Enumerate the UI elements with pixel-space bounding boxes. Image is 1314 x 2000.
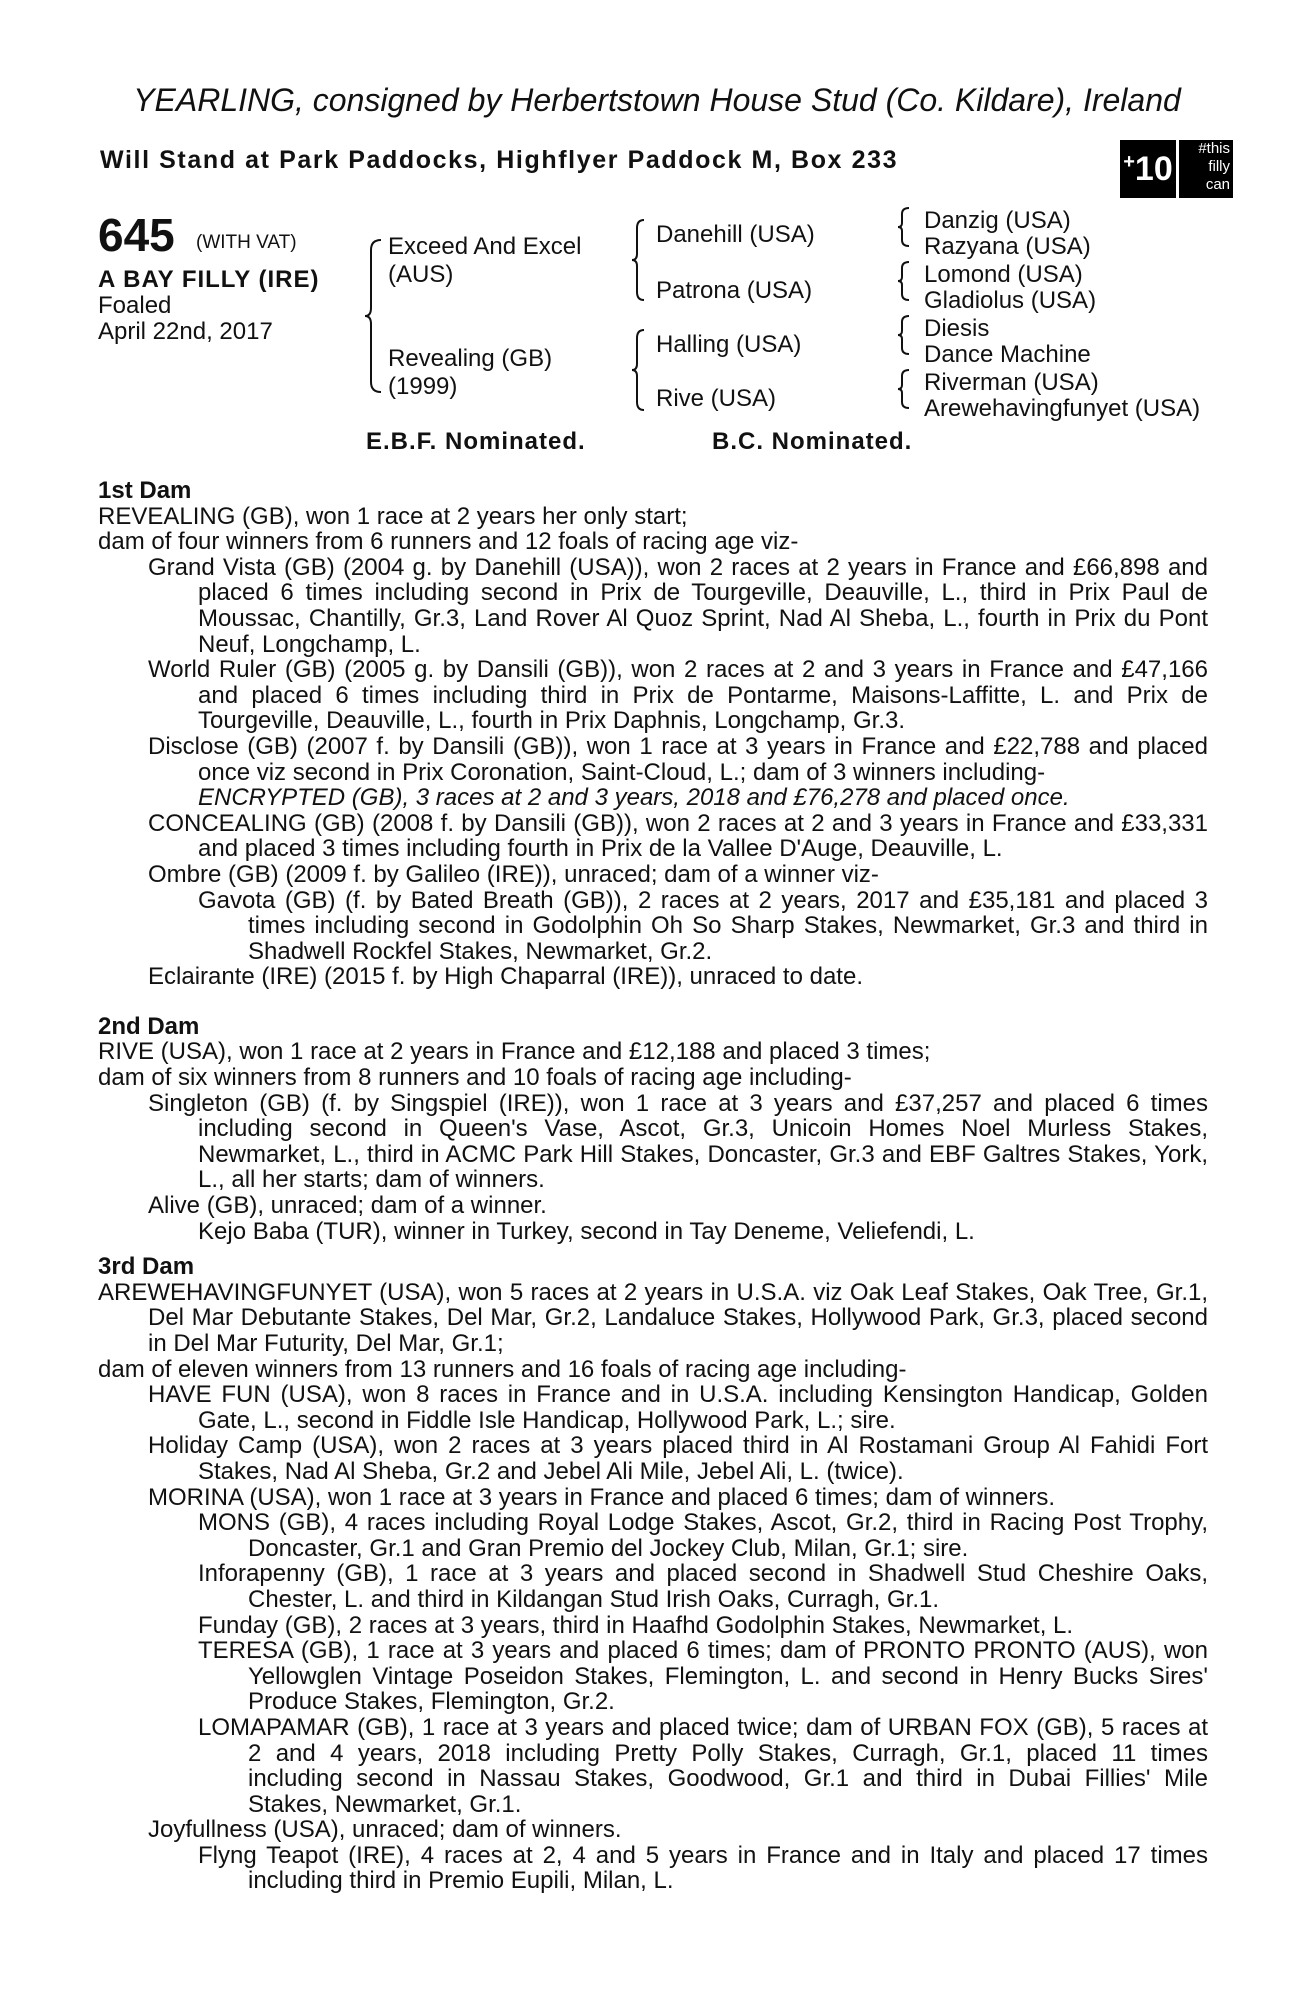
g4-4: Gladiolus (USA): [924, 287, 1097, 314]
first-dam-line-9: Gavota (GB) (f. by Bated Breath (GB)), 2 races at 2 years, 2017 and £35,181 and placed 3 times including second in Godolphin Oh So Sharp Stakes, Newmarket, Gr.3 and third in Shadwell Rockfel Stakes, Newmarket, Gr.2.: [198, 886, 1208, 965]
third-dam-line-7: Inforapenny (GB), 1 race at 3 years and placed second in Shadwell Stud Cheshire Oaks, Chester, L. and third in Kildangan Stud Irish Oaks, Curragh, Gr.1.: [198, 1560, 1208, 1613]
this-filly-can-logo: [1120, 140, 1233, 198]
g4-6: Dance Machine: [924, 341, 1091, 368]
sire-origin: (AUS): [388, 261, 454, 288]
third-dam-line-3: HAVE FUN (USA), won 8 races in France and in U.S.A. including Kensington Handicap, Golden Gate, L., second in Fiddle Isle Handicap, Hollywood Park, L.; sire.: [148, 1381, 1208, 1434]
third-dam-line-1: AREWEHAVINGFUNYET (USA), won 5 races at 2 years in U.S.A. viz Oak Leaf Stakes, Oak Tree, Gr.1, Del Mar Debutante Stakes, Del Mar, Gr.2, Landaluce Stakes, Hollywood Park, Gr.3, placed second in Del Mar Futurity, Del Mar, Gr.1;: [98, 1278, 1208, 1357]
first-dam-line-4: World Ruler (GB) (2005 g. by Dansili (GB)), won 2 races at 2 and 3 years in France and £47,166 and placed 6 times including third in Prix de Pontarme, Maisons-Laffitte, L. and Prix de Tourgeville, Deauville, L., fourth in Prix Daphnis, Longchamp, Gr.3.: [148, 656, 1208, 735]
catalogue-body: [98, 478, 1208, 1894]
third-dam-line-2: dam of eleven winners from 13 runners and 16 foals of racing age including-: [98, 1355, 907, 1383]
dam-sire: Halling (USA): [656, 331, 802, 358]
logo-tag-1: #this: [1198, 140, 1230, 157]
second-dam-line-4: Alive (GB), unraced; dam of a winner.: [148, 1192, 547, 1220]
second-dam-line-5: Kejo Baba (TUR), winner in Turkey, second in Tay Deneme, Veliefendi, L.: [198, 1217, 975, 1245]
g4-5: Diesis: [924, 315, 990, 342]
logo-number: 10: [1134, 149, 1173, 188]
lot-number: 645: [98, 209, 175, 261]
consignor-heading: YEARLING, consigned by Herbertstown House Stud (Co. Kildare), Ireland: [133, 82, 1181, 118]
g4-7: Riverman (USA): [924, 369, 1099, 396]
third-dam-line-11: Joyfullness (USA), unraced; dam of winners.: [148, 1816, 622, 1844]
third-dam-line-8: Funday (GB), 2 races at 3 years, third in Haafhd Godolphin Stakes, Newmarket, L.: [198, 1611, 1074, 1639]
g4-3: Lomond (USA): [924, 261, 1083, 288]
pedigree-bracket-g4: [898, 206, 912, 426]
sire-name: Exceed And Excel: [388, 233, 582, 260]
g4-1: Danzig (USA): [924, 207, 1071, 234]
third-dam-line-6: MONS (GB), 4 races including Royal Lodge Stakes, Ascot, Gr.2, third in Racing Post Trophy, Doncaster, Gr.1 and Gran Premio del Jockey Club, Milan, Gr.1; sire.: [198, 1509, 1208, 1562]
third-dam-line-4: Holiday Camp (USA), won 2 races at 3 years placed third in Al Rostamani Group Al Fahidi Fort Stakes, Nad Al Sheba, Gr.2 and Jebel Ali Mile, Jebel Ali, L. (twice).: [148, 1432, 1208, 1485]
first-dam-line-5: Disclose (GB) (2007 f. by Dansili (GB)), won 1 race at 3 years in France and £22,788 and placed once viz second in Prix Coronation, Saint-Cloud, L.; dam of 3 winners including-: [148, 732, 1208, 786]
g4-8: Arewehavingfunyet (USA): [924, 395, 1201, 422]
second-dam-line-3: Singleton (GB) (f. by Singspiel (IRE)), won 1 race at 3 years and £37,257 and placed 6 times including second in Queen's Vase, Ascot, Gr.3, Unicoin Homes Noel Murless Stakes, Newmarket, L., third in ACMC Park Hill Stakes, Doncaster, Gr.3 and EBF Galtres Stakes, York, L., all her starts; dam of winners.: [148, 1089, 1208, 1194]
dam-name: Revealing (GB): [388, 345, 553, 372]
logo-tag-2: filly: [1208, 158, 1230, 175]
third-dam-heading: 3rd Dam: [98, 1253, 195, 1281]
pedigree-bracket-dam: [632, 328, 648, 412]
bc-nominated: B.C. Nominated.: [712, 428, 913, 455]
third-dam-line-10: LOMAPAMAR (GB), 1 race at 3 years and placed twice; dam of URBAN FOX (GB), 5 races at 2 and 4 years, 2018 including Pretty Polly Stakes, Curragh, Gr.1, placed 11 times including second in Nassau Stakes, Goodwood, Gr.1 and third in Dubai Fillies' Mile Stakes, Newmarket, Gr.1.: [198, 1713, 1208, 1818]
second-dam-line-2: dam of six winners from 8 runners and 10 foals of racing age including-: [98, 1064, 852, 1092]
foaled-date: April 22nd, 2017: [98, 318, 273, 345]
dam-year: (1999): [388, 373, 458, 400]
dam-dam: Rive (USA): [656, 385, 777, 412]
pedigree-bracket-main: [365, 236, 385, 396]
second-dam-heading: 2nd Dam: [98, 1012, 200, 1040]
g4-2: Razyana (USA): [924, 233, 1091, 260]
first-dam-heading: 1st Dam: [98, 477, 192, 504]
first-dam-line-7: CONCEALING (GB) (2008 f. by Dansili (GB)), won 2 races at 2 and 3 years in France and £33,331 and placed 3 times including fourth in Prix de la Vallee D'Auge, Deauville, L.: [148, 809, 1208, 863]
foaled-label: Foaled: [98, 292, 172, 319]
second-dam-line-1: RIVE (USA), won 1 race at 2 years in France and £12,188 and placed 3 times;: [98, 1038, 931, 1066]
third-dam-line-9: TERESA (GB), 1 race at 3 years and placed 6 times; dam of PRONTO PRONTO (AUS), won Yellowglen Vintage Poseidon Stakes, Flemington, L. and second in Henry Bucks Sires' Produce Stakes, Flemington, Gr.2.: [198, 1637, 1208, 1716]
sire-sire: Danehill (USA): [656, 221, 815, 248]
vat-note: (WITH VAT): [196, 232, 297, 253]
first-dam-line-8: Ombre (GB) (2009 f. by Galileo (IRE)), unraced; dam of a winner viz-: [148, 860, 879, 888]
third-dam-line-12: Flyng Teapot (IRE), 4 races at 2, 4 and 5 years in France and in Italy and placed 17 times including third in Premio Eupili, Milan, L.: [198, 1841, 1208, 1895]
ebf-nominated: E.B.F. Nominated.: [366, 428, 586, 455]
sire-dam: Patrona (USA): [656, 277, 813, 304]
stand-location: Will Stand at Park Paddocks, Highflyer Paddock M, Box 233: [100, 146, 899, 174]
first-dam-line-3: Grand Vista (GB) (2004 g. by Danehill (USA)), won 2 races at 2 years in France and £66,898 and placed 6 times including second in Prix de Tourgeville, Deauville, L., third in Prix Paul de Moussac, Chantilly, Gr.3, Land Rover Al Quoz Sprint, Nad Al Sheba, L., fourth in Prix du Pont Neuf, Longchamp, L.: [148, 553, 1208, 658]
logo-plus: +: [1123, 150, 1135, 173]
first-dam-line-1: REVEALING (GB), won 1 race at 2 years her only start;: [98, 502, 688, 530]
first-dam-line-2: dam of four winners from 6 runners and 12 foals of racing age viz-: [98, 528, 799, 556]
pedigree-bracket-sire: [632, 218, 648, 302]
first-dam-line-10: Eclairante (IRE) (2015 f. by High Chaparral (IRE)), unraced to date.: [148, 963, 863, 991]
lot-name: A BAY FILLY (IRE): [98, 266, 320, 293]
logo-tag-3: can: [1205, 176, 1230, 193]
third-dam-line-5: MORINA (USA), won 1 race at 3 years in France and placed 6 times; dam of winners.: [148, 1483, 1056, 1511]
first-dam-line-6: ENCRYPTED (GB), 3 races at 2 and 3 years, 2018 and £76,278 and placed once.: [198, 784, 1070, 812]
